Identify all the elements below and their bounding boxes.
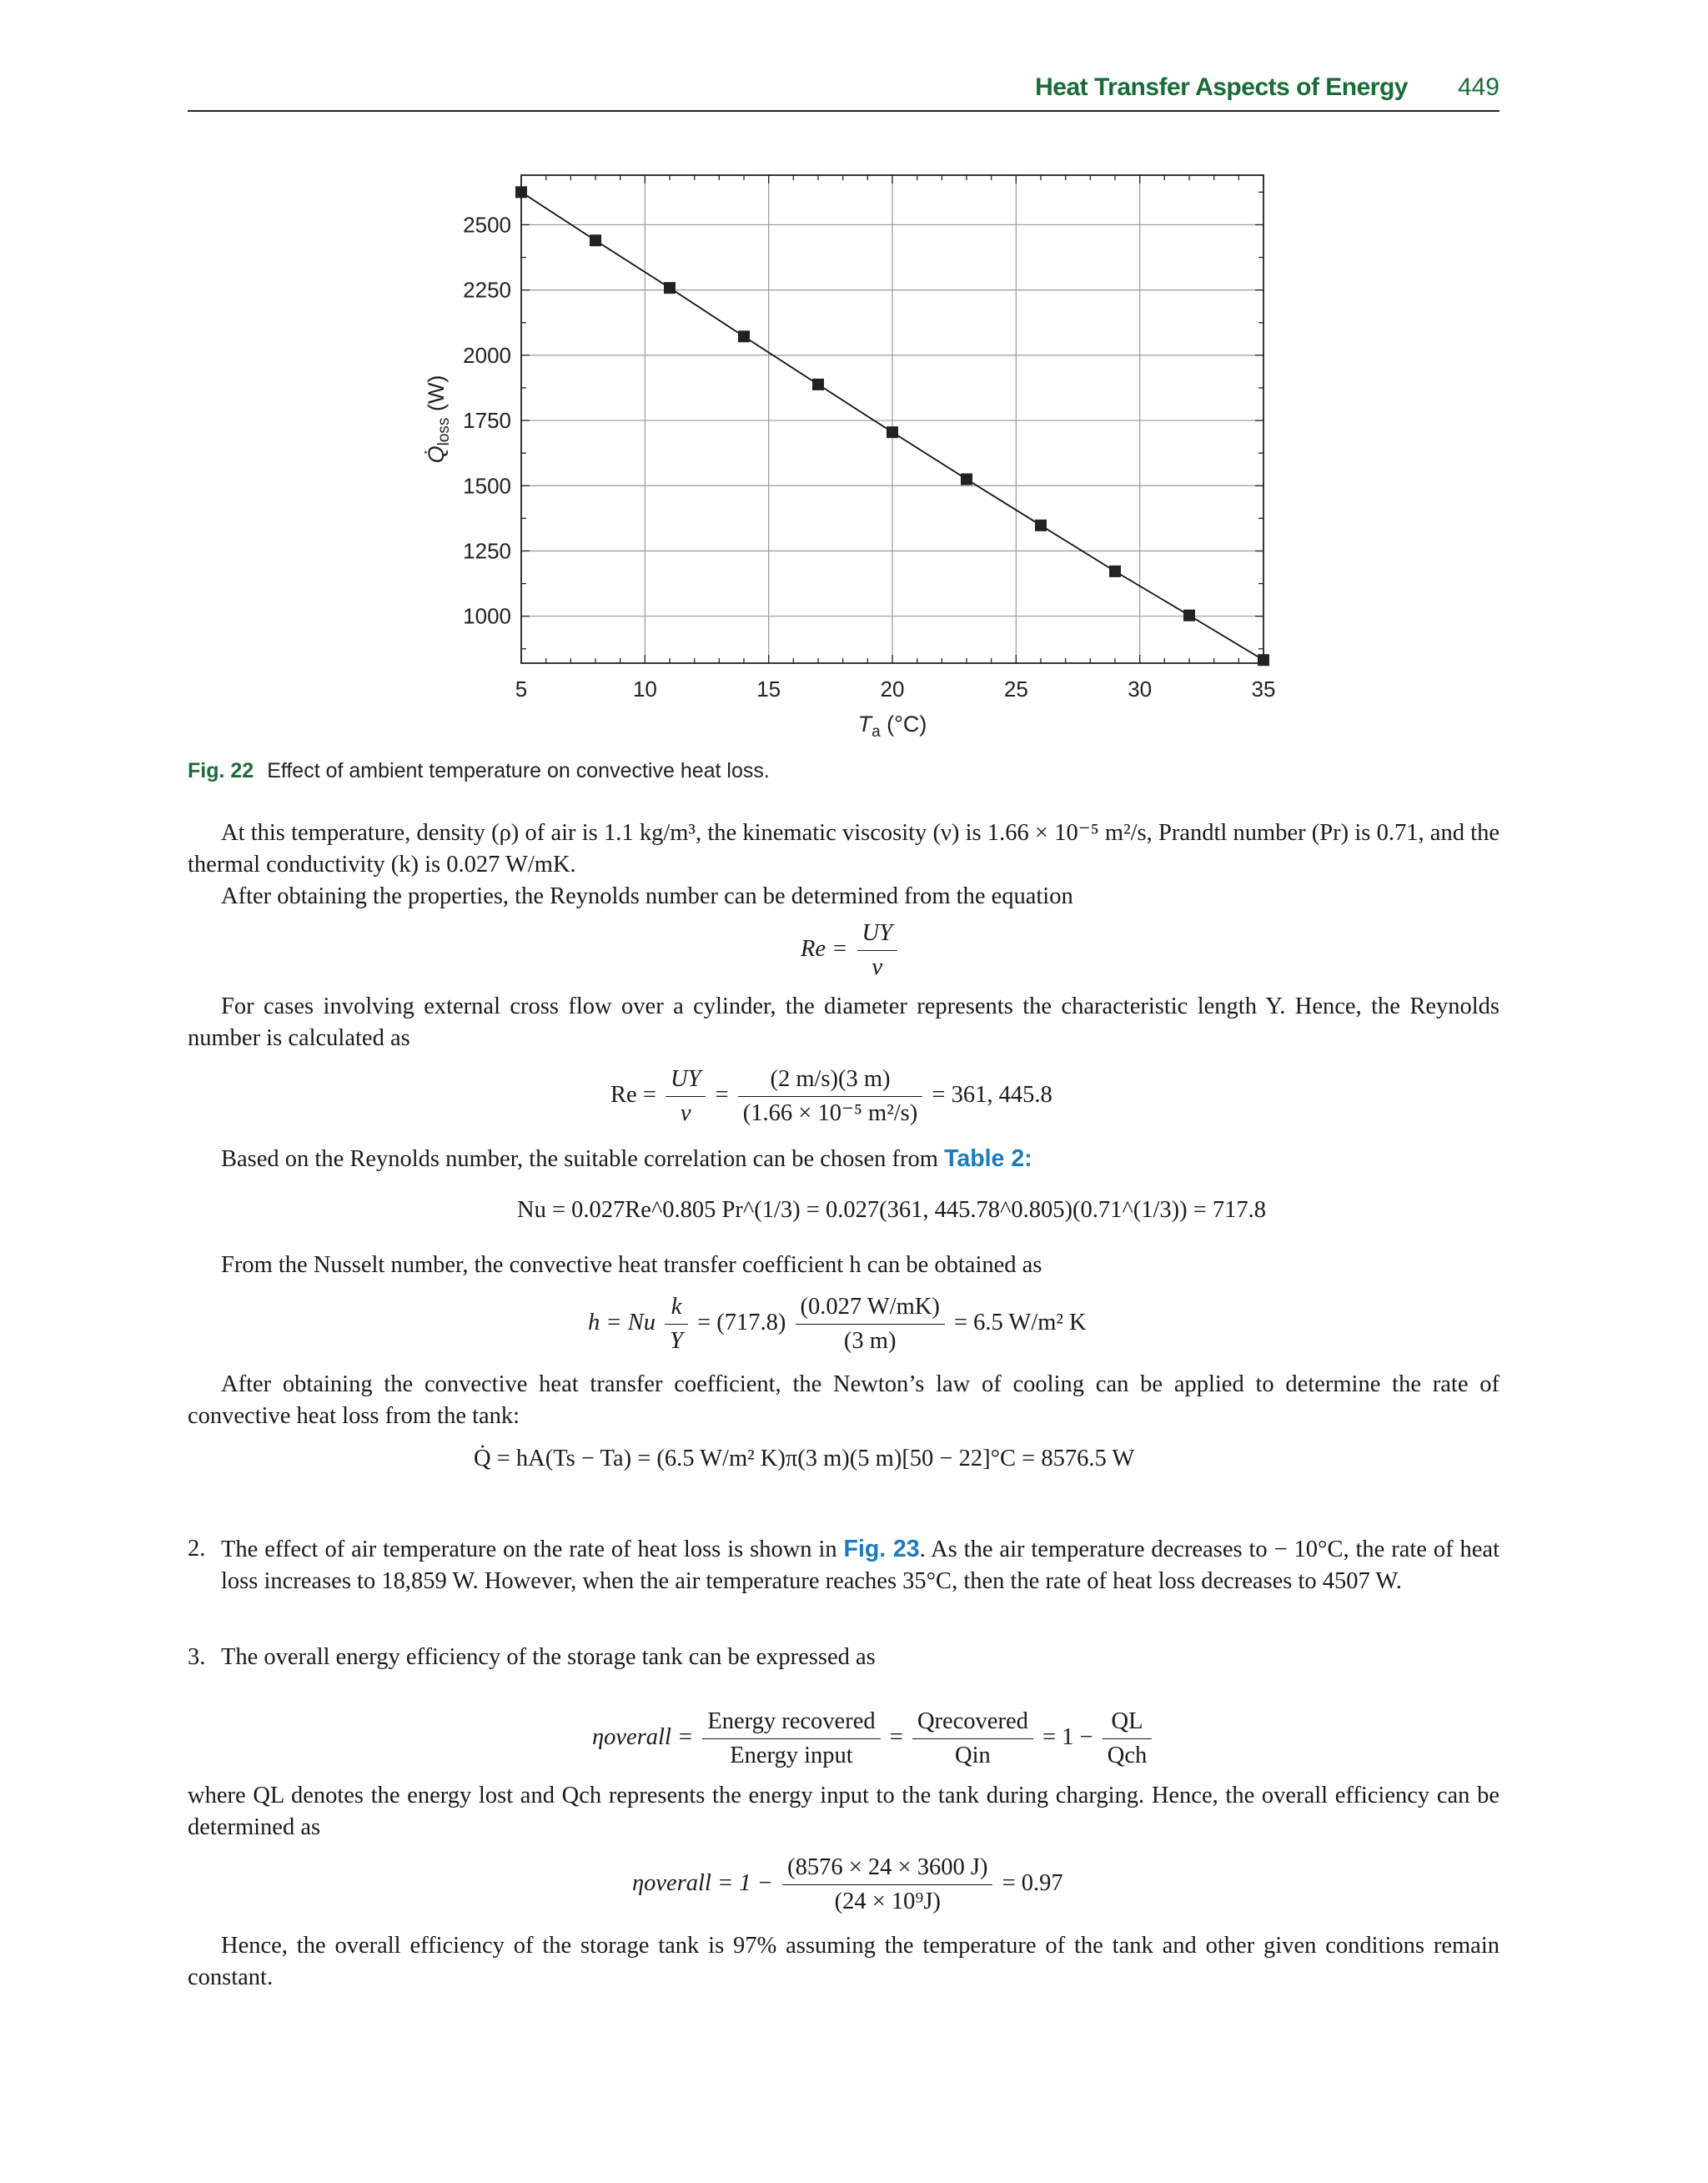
- eq-eta2-lhs: ηoverall = 1 −: [632, 1870, 773, 1897]
- paragraph-correlation: [188, 1143, 1500, 1175]
- data-point: [664, 282, 676, 294]
- list-item-3-number: 3.: [188, 1644, 206, 1670]
- y-tick-label: 2250: [463, 277, 511, 303]
- eq-eta2-result: = 0.97: [1002, 1870, 1063, 1897]
- y-tick-label: 1500: [463, 473, 511, 499]
- data-point: [1183, 610, 1195, 621]
- y-tick-label: 2000: [463, 342, 511, 368]
- x-tick-label: 25: [1003, 677, 1028, 702]
- x-tick-label: 30: [1128, 677, 1153, 702]
- equation-efficiency-calc: [632, 1852, 1063, 1918]
- heat-loss-chart: [392, 163, 1318, 755]
- equation-reynolds-def: [801, 918, 901, 983]
- data-point: [738, 330, 750, 342]
- eq-eta-num2: Qrecovered: [912, 1706, 1033, 1739]
- eq-eta-den1: Energy input: [730, 1743, 853, 1768]
- paragraph-properties: At this temperature, density (ρ) of air is 1.1 kg/m³, the kinematic viscosity (ν) is 1.66 × 10⁻⁵ m²/s, Prandtl number (Pr) is 0.71, and the thermal conductivity (k) is 0.027 W/mK.: [188, 820, 1500, 878]
- eq-eta2-num: (8576 × 24 × 3600 J): [782, 1852, 992, 1885]
- header-title: Heat Transfer Aspects of Energy: [1035, 73, 1408, 101]
- paragraph-newton: After obtaining the convective heat transfer coefficient, the Newton’s law of cooling can be applied to determine the rate of convective heat loss from the tank:: [188, 1371, 1500, 1429]
- eq-re2-num1: UY: [666, 1064, 706, 1097]
- eq-re2-num2: (2 m/s)(3 m): [738, 1064, 923, 1097]
- x-tick-label: 20: [880, 677, 905, 702]
- data-point: [1109, 566, 1121, 577]
- data-point: [1035, 520, 1047, 531]
- list-item-2-text-b: . As the air temperature decreases to − 10°C, the rate of heat loss increases to 18,859 W. However, when the air temperature reaches 35°C, then the rate of heat loss decreases to 4507 W.: [221, 1537, 1500, 1594]
- eq-h-den1: Y: [670, 1328, 683, 1354]
- eq-re2-result: = 361, 445.8: [932, 1082, 1052, 1109]
- paragraph-efficiency-where: where QL denotes the energy lost and Qch represents the energy input to the tank during charging. Hence, the overall efficiency can be determined as: [188, 1783, 1500, 1840]
- eq-re2-den1: ν: [680, 1100, 691, 1126]
- paragraph-reynolds-intro: After obtaining the properties, the Reynolds number can be determined from the equation: [221, 883, 1073, 909]
- eq-eta-mid: = 1 −: [1042, 1724, 1093, 1751]
- y-tick-label: 1000: [463, 603, 511, 629]
- paragraph-cross-flow: For cases involving external cross flow over a cylinder, the diameter represents the characteristic length Y. Hence, the Reynolds number is calculated as: [188, 993, 1500, 1051]
- table-2-link[interactable]: Table 2:: [944, 1145, 1032, 1172]
- list-item-3: [188, 1642, 1500, 1673]
- eq-h-mid: = (717.8): [697, 1310, 786, 1336]
- eq-eta-num3: QL: [1103, 1706, 1152, 1739]
- equation-h: [588, 1291, 1087, 1357]
- eq-eta-num1: Energy recovered: [702, 1706, 880, 1739]
- x-axis-title: $T_a$ (°C): [857, 712, 927, 741]
- fig-23-link[interactable]: Fig. 23: [843, 1536, 920, 1562]
- figure-caption-text: Effect of ambient temperature on convective heat loss.: [267, 759, 770, 782]
- page-number: 449: [1457, 73, 1500, 101]
- data-point: [515, 186, 527, 198]
- eq-eta-den3: Qch: [1107, 1743, 1148, 1768]
- eq-re2-den2: (1.66 × 10⁻⁵ m²/s): [742, 1100, 918, 1126]
- x-tick-label: 35: [1251, 677, 1276, 702]
- eq-h-num2: (0.027 W/mK): [796, 1291, 945, 1325]
- paragraph-nusselt: From the Nusselt number, the convective heat transfer coefficient h can be obtained as: [221, 1252, 1042, 1278]
- data-point: [961, 473, 972, 485]
- equation-q-loss: Q̇ = hA(Ts − Ta) = (6.5 W/m² K)π(3 m)(5 m)[50 − 22]°C = 8576.5 W: [474, 1446, 1135, 1471]
- x-tick-label: 5: [515, 677, 528, 702]
- list-item-2-text-a: The effect of air temperature on the rate of heat loss is shown in: [221, 1537, 844, 1562]
- figure-label: Fig. 22: [188, 759, 254, 782]
- eq-eta-lhs: ηoverall =: [592, 1724, 694, 1751]
- eq-re2-lhs: Re =: [610, 1082, 656, 1109]
- y-tick-label: 2500: [463, 212, 511, 238]
- y-axis-title: $Q̇_{loss}$ (W): [424, 375, 453, 464]
- running-header: [188, 73, 1500, 112]
- y-tick-label: 1250: [463, 538, 511, 564]
- eq-eta2-den: (24 × 10⁹J): [834, 1889, 941, 1914]
- eq-h-den2: (3 m): [843, 1328, 897, 1354]
- eq-h-result: = 6.5 W/m² K: [953, 1310, 1087, 1336]
- x-tick-label: 15: [756, 677, 781, 702]
- eq-h-lhs: h = Nu: [588, 1310, 656, 1336]
- data-point: [1258, 654, 1269, 666]
- eq-re-den: ν: [872, 954, 883, 980]
- x-tick-label: 10: [632, 677, 657, 702]
- eq-h-num1: k: [665, 1291, 688, 1325]
- paragraph-conclusion: Hence, the overall efficiency of the storage tank is 97% assuming the temperature of the tank and other given conditions remain constant.: [188, 1933, 1500, 1990]
- figure-caption: [188, 759, 770, 783]
- eq-re-num: UY: [857, 918, 897, 951]
- list-item-2: [188, 1533, 1500, 1597]
- data-point: [590, 234, 601, 246]
- equation-reynolds-calc: Re = $\frac{UY}{\nu}$ = $\frac{(2 m/s)(3 m)}{\text{(1.66 × 10⁻⁵ m²/s)}}$ = 361, 445.8: [610, 1064, 1052, 1129]
- eq-eta-den2: Qin: [955, 1743, 991, 1768]
- equation-efficiency-def: ηoverall = $\frac{\text{Energy recovered}}{\text{Energy input}}$ = $\frac{\text{Qrecovered}}{\text{Qin}}$ = 1 − $\frac{QL}{\text{Qch}}$: [592, 1706, 1155, 1772]
- data-point: [887, 426, 898, 438]
- list-item-3-text: The overall energy efficiency of the storage tank can be expressed as: [221, 1644, 876, 1670]
- eq-re-lhs: Re =: [801, 936, 848, 963]
- equation-nusselt: Nu = 0.027Re^0.805 Pr^(1/3) = 0.027(361, 445.78^0.805)(0.71^(1/3)) = 717.8: [517, 1197, 1267, 1223]
- data-point: [812, 379, 824, 390]
- list-item-2-number: 2.: [188, 1536, 206, 1562]
- y-tick-label: 1750: [463, 408, 511, 434]
- paragraph-correlation-text: Based on the Reynolds number, the suitable correlation can be chosen from: [221, 1146, 945, 1172]
